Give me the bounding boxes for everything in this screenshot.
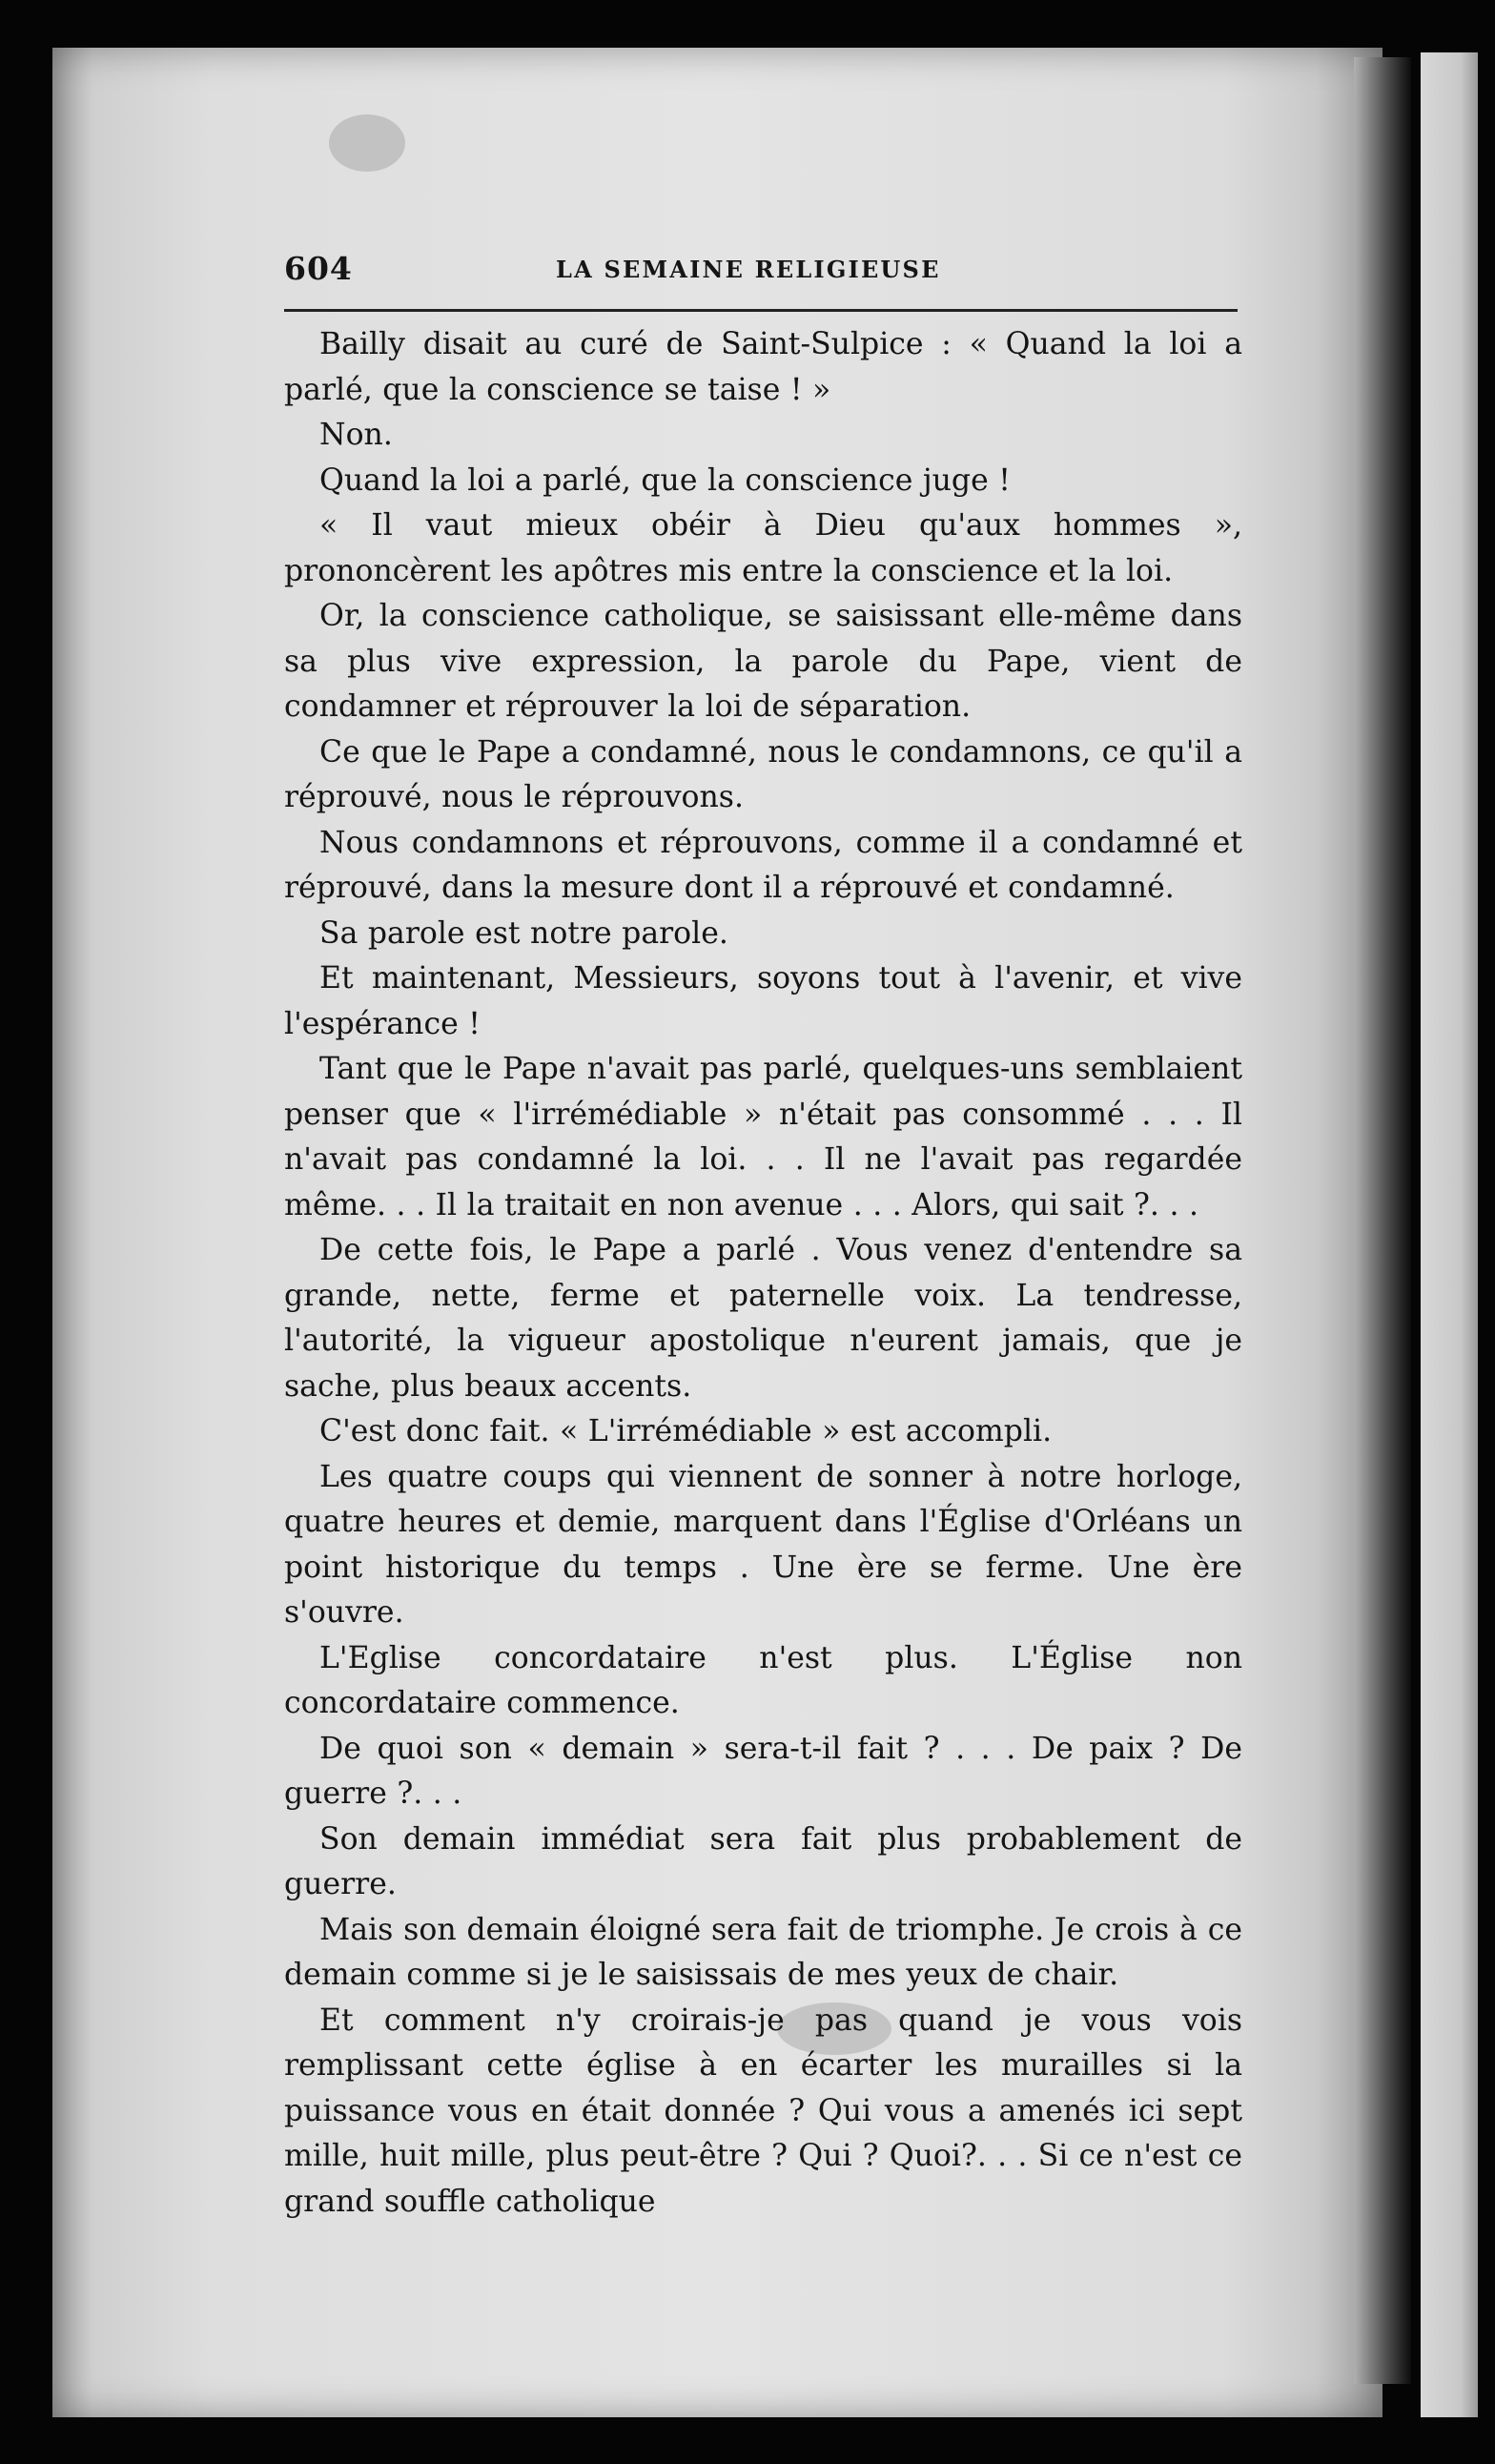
running-title: LA SEMAINE RELIGIEUSE bbox=[556, 256, 941, 283]
body-text bbox=[284, 322, 1242, 2225]
paragraph: Et comment n'y croirais-je pas quand je vous vois remplissant cette église à en écarter les murailles si la puissance vous en était donnée ? Qui vous a amenés ici sept mille, huit mille, plus peut-être ? Qui ? Quoi?. . . Si ce n'est ce grand souffle catholique bbox=[284, 2002, 1242, 2219]
page-number: 604 bbox=[284, 250, 353, 287]
paragraph: Or, la conscience catholique, se saisissant elle-même dans sa plus vive expression, la parole du Pape, vient de condamner et réprouver la loi de séparation. bbox=[284, 599, 1242, 724]
header-rule bbox=[284, 309, 1238, 312]
paragraph: C'est donc fait. « L'irrémédiable » est accompli. bbox=[319, 1414, 1053, 1448]
adjacent-page-edge bbox=[1421, 52, 1478, 2417]
paragraph: De cette fois, le Pape a parlé . Vous venez d'entendre sa grande, nette, ferme et paternelle voix. La tendresse, l'autorité, la vigueur apostolique n'eurent jamais, que je sache, plus beaux accents. bbox=[284, 1233, 1242, 1404]
paragraph: « Il vaut mieux obéir à Dieu qu'aux hommes », prononcèrent les apôtres mis entre la conscience et la loi. bbox=[284, 508, 1242, 588]
page-header bbox=[284, 250, 1238, 298]
paragraph: Mais son demain éloigné sera fait de triomphe. Je crois à ce demain comme si je le saisissais de mes yeux de chair. bbox=[284, 1912, 1242, 1992]
paragraph: De quoi son « demain » sera-t-il fait ? . . . De paix ? De guerre ?. . . bbox=[284, 1731, 1242, 1811]
paper-smudge bbox=[329, 114, 405, 172]
book-gutter bbox=[1354, 57, 1411, 2384]
paragraph: Sa parole est notre parole. bbox=[319, 915, 728, 951]
paragraph: Et maintenant, Messieurs, soyons tout à l'avenir, et vive l'espérance ! bbox=[284, 961, 1242, 1041]
paragraph: Ce que le Pape a condamné, nous le condamnons, ce qu'il a réprouvé, nous le réprouvons. bbox=[284, 734, 1242, 814]
paragraph: Quand la loi a parlé, que la conscience juge ! bbox=[319, 462, 1011, 498]
paragraph: Les quatre coups qui viennent de sonner à notre horloge, quatre heures et demie, marquent dans l'Église d'Orléans un point historique du temps . Une ère se ferme. Une ère s'ouvre. bbox=[284, 1459, 1242, 1630]
paragraph: Tant que le Pape n'avait pas parlé, quelques-uns semblaient penser que « l'irrémédiable » n'était pas consommé . . . Il n'avait pas condamné la loi. . . Il ne l'avait pas regardée même. . . Il la traitait en non avenue . . . Alors, qui sait ?. . . bbox=[284, 1052, 1242, 1222]
paragraph: Nous condamnons et réprouvons, comme il a condamné et réprouvé, dans la mesure dont il a réprouvé et condamné. bbox=[284, 825, 1242, 905]
paragraph: L'Eglise concordataire n'est plus. L'Église non concordataire commence. bbox=[284, 1640, 1242, 1720]
paragraph: Non. bbox=[319, 418, 393, 452]
paragraph: Son demain immédiat sera fait plus probablement de guerre. bbox=[284, 1821, 1242, 1901]
paragraph: Bailly disait au curé de Saint-Sulpice : « Quand la loi a parlé, que la conscience se taise ! » bbox=[284, 327, 1242, 407]
